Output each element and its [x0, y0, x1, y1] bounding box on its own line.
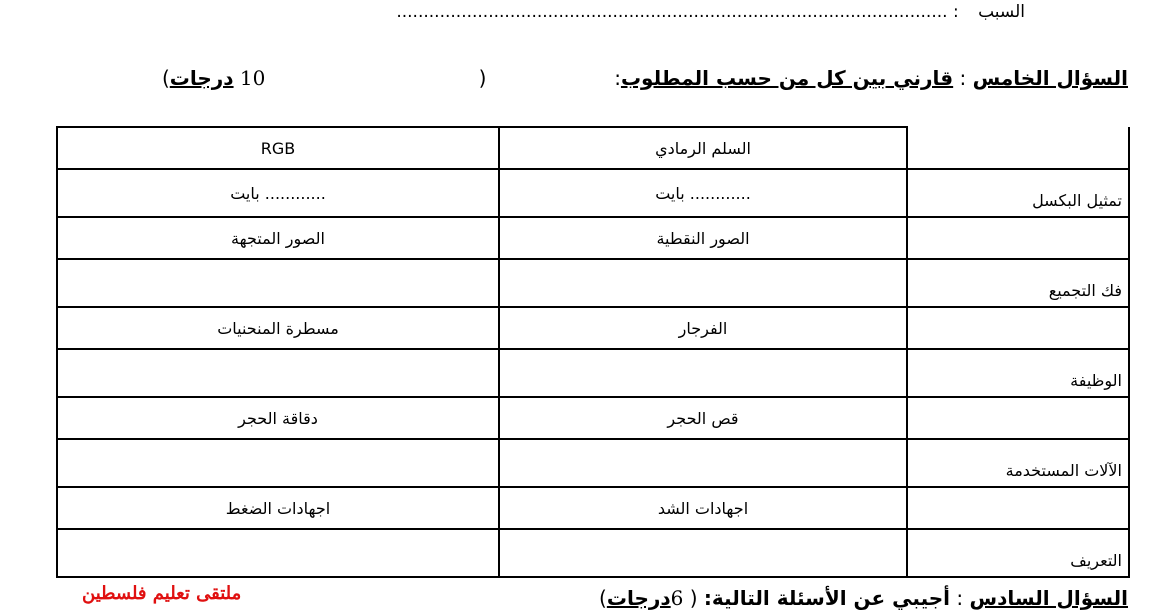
question-5-score	[84, 66, 344, 90]
cell-left: اجهادات الضغط	[57, 487, 499, 529]
question-5-instruction: قارني بين كل من حسب المطلوب	[620, 66, 954, 90]
table-row	[57, 349, 1129, 397]
question-6-colon: :	[956, 586, 964, 610]
cell-middle	[499, 439, 907, 487]
cell-property: الوظيفة	[907, 349, 1129, 397]
table-row	[57, 307, 1129, 349]
cell-property	[907, 217, 1129, 259]
question-6-instruction: أجيبي عن الأسئلة التالية:	[703, 586, 951, 610]
reason-label: السبب	[978, 2, 1025, 22]
question-5-colon: :	[959, 66, 967, 90]
cell-middle: الصور النقطية	[499, 217, 907, 259]
question-5-heading	[161, 66, 1128, 90]
cell-property	[907, 487, 1129, 529]
reason-colon: :	[952, 2, 959, 22]
reason-dots: ......................................................................................................	[396, 2, 948, 22]
cell-left	[57, 259, 499, 307]
table-row	[57, 169, 1129, 217]
cell-middle: السلم الرمادي	[499, 127, 907, 169]
cell-middle: ............ بايت	[499, 169, 907, 217]
cell-left	[57, 529, 499, 577]
table-row	[57, 127, 1129, 169]
cell-middle	[499, 259, 907, 307]
question-6-heading	[599, 586, 1128, 610]
cell-middle: اجهادات الشد	[499, 487, 907, 529]
question-5-colon-2: :	[614, 66, 621, 90]
reason-line	[396, 2, 1025, 22]
question-6-title: السؤال السادس	[969, 586, 1128, 610]
question-5-score-number: 10	[239, 66, 266, 90]
cell-left: RGB	[57, 127, 499, 169]
question-5-title: السؤال الخامس	[972, 66, 1128, 90]
cell-left: ............ بايت	[57, 169, 499, 217]
table-row	[57, 529, 1129, 577]
cell-left: الصور المتجهة	[57, 217, 499, 259]
table-row	[57, 259, 1129, 307]
cell-property: التعريف	[907, 529, 1129, 577]
question-5-open-paren: (	[478, 66, 487, 90]
table-row	[57, 397, 1129, 439]
cell-property	[907, 127, 1129, 169]
cell-middle	[499, 349, 907, 397]
cell-property: الآلات المستخدمة	[907, 439, 1129, 487]
question-6-score-unit: درجات	[606, 586, 671, 610]
cell-property: فك التجميع	[907, 259, 1129, 307]
question-6-open-paren: (	[689, 586, 698, 610]
cell-left: دقاقة الحجر	[57, 397, 499, 439]
cell-property	[907, 397, 1129, 439]
cell-left	[57, 349, 499, 397]
cell-left	[57, 439, 499, 487]
question-6-close-paren: )	[599, 586, 607, 610]
question-6-score-number: 6	[670, 586, 684, 610]
comparison-table	[56, 126, 1130, 578]
table-row	[57, 217, 1129, 259]
cell-middle: قص الحجر	[499, 397, 907, 439]
watermark-text: ملتقى تعليم فلسطين	[82, 583, 242, 604]
table-row	[57, 487, 1129, 529]
cell-property	[907, 307, 1129, 349]
cell-left: مسطرة المنحنيات	[57, 307, 499, 349]
cell-property: تمثيل البكسل	[907, 169, 1129, 217]
cell-middle	[499, 529, 907, 577]
table-row	[57, 439, 1129, 487]
cell-middle: الفرجار	[499, 307, 907, 349]
question-5-score-unit: درجات	[169, 66, 234, 90]
question-5-close-paren: )	[161, 66, 170, 90]
